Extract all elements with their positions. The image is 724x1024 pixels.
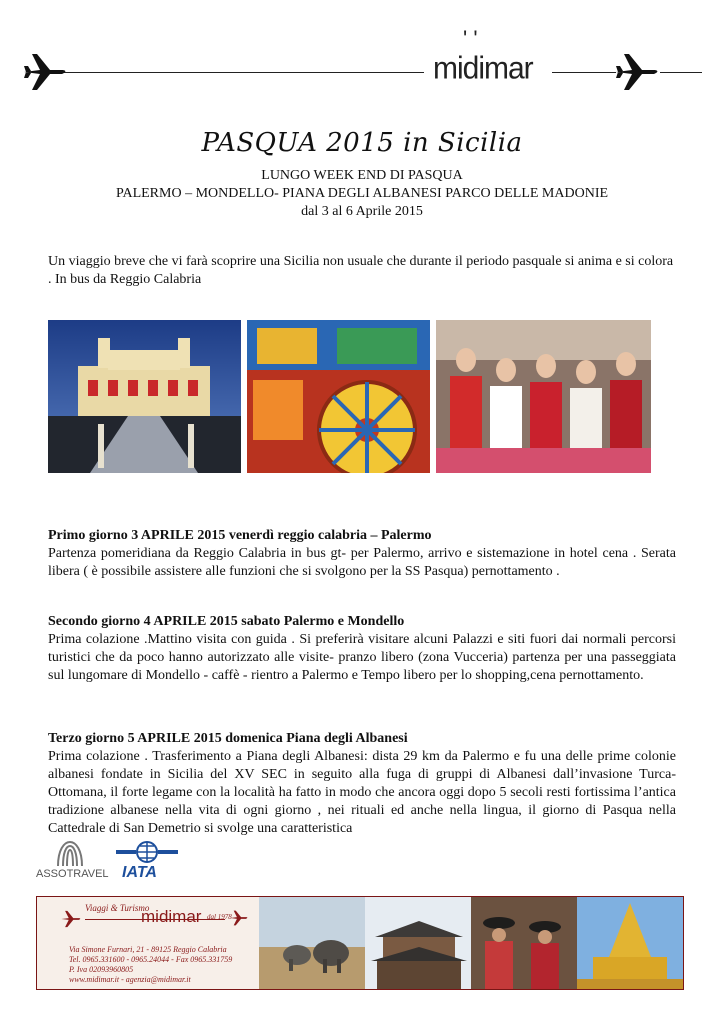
footer-brand: midimar xyxy=(141,907,202,926)
footer-address: Via Simone Furnari, 21 - 89125 Reggio Calabria xyxy=(69,945,227,954)
footer-web: www.midimar.it - agenzia@midimar.it xyxy=(69,975,191,984)
iata-badge xyxy=(114,838,180,882)
header-rule-left xyxy=(62,72,424,73)
subtitle-line-3: dal 3 al 6 Aprile 2015 xyxy=(301,204,423,219)
day-3-body: Prima colazione . Trasferimento a Piana degli Albanesi: dista 29 km da Palermo e fu una delle prime colonie albanesi fondate in Sicilia del XV SEC in seguito alla fuga di gruppi di Albanesi dall’invasione Turca-Ottomana, il forte legame con la località ha fatto in modo che ancora oggi dopo 5 secoli resti fortissima l’antica tradizione albanese nella vita di ogni giorno , nei rituali ed anche nella lingua, il giorno di Pasqua nella Cattedrale di San Demetrio si svolge una caratteristica xyxy=(48,749,676,836)
assotravel-emblem-icon xyxy=(36,838,108,868)
day-1-body: Partenza pomeridiana da Reggio Calabria in bus gt- per Palermo, arrivo e sistemazione in hotel cena . Serata libera ( è possibile assistere alle funzioni che si svolgono per la SS Pasqua) pernottamento . xyxy=(48,546,676,579)
footer-tagline: Viaggi & Turismo xyxy=(85,903,150,913)
logo-mark: ' ' xyxy=(463,26,478,51)
footer-phones: Tel. 0965.331600 - 0965.24044 - Fax 0965.331759 xyxy=(69,955,233,964)
day-2-heading: Secondo giorno 4 APRILE 2015 sabato Palermo e Mondello xyxy=(48,614,405,629)
sicilian-cart-photo xyxy=(247,320,430,473)
day-2-body: Prima colazione .Mattino visita con guida . Si preferirà visitare alcuni Palazzi e siti fuori dai normali percorsi turistici che da poco hanno autorizzato alle visite- pranzo libero (zona Vucceria) partenza per una passeggiata sul lungomare di Mondello - caffè - rientro a Palermo e Tempo libero per lo shopping,cena pernottamento. xyxy=(48,632,676,683)
footer-photo-strip xyxy=(259,897,683,989)
page-title: PASQUA 2015 in Sicilia xyxy=(201,128,523,158)
iata-globe-icon xyxy=(114,838,180,866)
iata-label: IATA xyxy=(122,864,157,881)
footer-vat: P. Iva 02093960805 xyxy=(69,965,134,974)
assotravel-label: ASSOTRAVEL xyxy=(36,868,109,880)
assotravel-badge xyxy=(36,838,108,882)
day-1-section xyxy=(48,527,676,581)
day-3-section xyxy=(48,730,676,838)
subtitle-line-2: PALERMO – MONDELLO- PIANA DEGLI ALBANESI PARCO DELLE MADONIE xyxy=(115,186,609,201)
header-rule-far-right xyxy=(660,72,702,73)
mondello-pavilion-photo xyxy=(48,320,241,473)
footer-since: dal 1978 xyxy=(207,913,232,921)
agency-info-panel xyxy=(37,897,259,989)
day-2-section xyxy=(48,613,676,685)
subtitle-line-1: LUNGO WEEK END DI PASQUA xyxy=(261,168,463,183)
intro-paragraph: Un viaggio breve che vi farà scoprire una Sicilia non usuale che durante il periodo pasquale si anima e si colora . In bus da Reggio Calabria xyxy=(48,254,674,287)
day-3-heading: Terzo giorno 5 APRILE 2015 domenica Piana degli Albanesi xyxy=(48,731,408,746)
header-rule-right xyxy=(552,72,616,73)
midimar-logo xyxy=(433,26,551,86)
airplane-right-icon xyxy=(614,50,660,94)
footer-airplane-icon xyxy=(57,909,85,929)
logo-text: midimar xyxy=(433,51,533,86)
airplane-left-icon xyxy=(22,50,68,94)
albanian-costume-procession-photo xyxy=(436,320,651,473)
agency-footer-banner xyxy=(36,896,684,990)
day-1-heading: Primo giorno 3 APRILE 2015 venerdì reggio calabria – Palermo xyxy=(48,528,432,543)
